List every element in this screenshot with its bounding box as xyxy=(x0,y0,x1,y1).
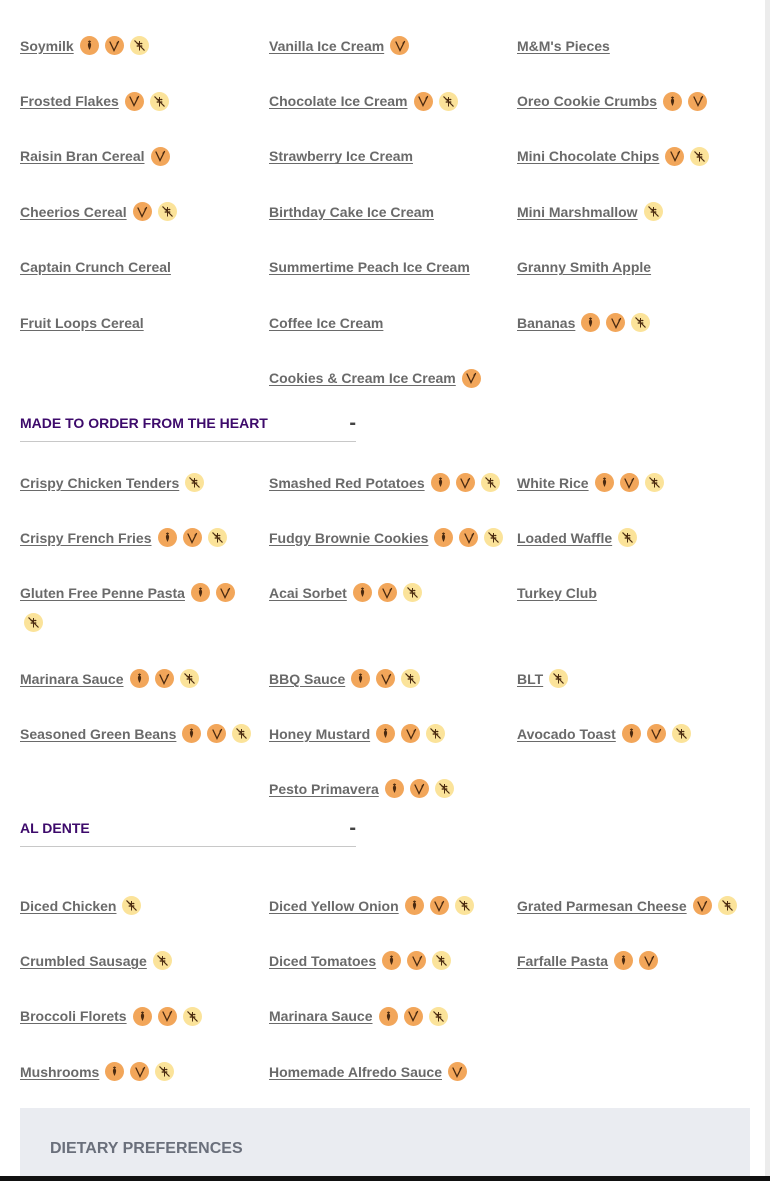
menu-item xyxy=(20,295,269,350)
menu-item-link[interactable]: Fruit Loops Cereal xyxy=(20,314,144,331)
menu-item-link[interactable]: BBQ Sauce xyxy=(269,671,346,687)
gluten-free-icon xyxy=(429,1007,448,1026)
gluten-free-icon xyxy=(158,202,177,221)
menu-item-link[interactable]: BLT xyxy=(517,671,544,687)
dietary-icons xyxy=(351,669,420,688)
dietary-icons xyxy=(382,951,451,970)
vegan-icon xyxy=(155,669,174,688)
menu-item-link[interactable]: Gluten Free Penne Pasta xyxy=(20,585,185,601)
vegan-icon xyxy=(693,896,712,915)
dietary-icons xyxy=(622,724,691,743)
gluten-free-icon xyxy=(401,669,420,688)
menu-item xyxy=(517,18,760,73)
menu-item-link[interactable]: Marinara Sauce xyxy=(269,1008,373,1025)
vegan-icon xyxy=(639,951,658,970)
menu-item xyxy=(20,724,269,779)
menu-item-link[interactable]: Grated Parmesan Cheese xyxy=(517,897,687,914)
vegan-icon xyxy=(414,92,433,111)
menu-item xyxy=(517,528,760,583)
gluten-free-icon xyxy=(122,896,141,915)
vegan-icon xyxy=(462,369,481,388)
menu-item-link[interactable]: Oreo Cookie Crumbs xyxy=(517,93,658,110)
menu-item-link[interactable]: Mini Chocolate Chips xyxy=(517,148,660,165)
carrot-icon xyxy=(351,669,370,688)
menu-item xyxy=(269,528,517,583)
menu-item xyxy=(269,295,517,350)
dietary-preferences-title[interactable]: DIETARY PREFERENCES xyxy=(50,1140,243,1157)
dietary-icons xyxy=(644,202,663,221)
carrot-icon xyxy=(105,1062,124,1081)
gluten-free-icon xyxy=(484,528,503,547)
carrot-icon xyxy=(80,36,99,55)
dietary-icons xyxy=(153,951,172,970)
menu-item-link[interactable]: Fudgy Brownie Cookies xyxy=(269,530,429,546)
gluten-free-icon xyxy=(645,473,664,492)
gluten-free-icon xyxy=(481,473,500,492)
gluten-free-icon xyxy=(153,951,172,970)
menu-item xyxy=(20,184,269,239)
dietary-icons xyxy=(191,583,235,602)
gluten-free-icon xyxy=(180,669,199,688)
menu-item-link[interactable]: Birthday Cake Ice Cream xyxy=(269,203,434,220)
menu-item xyxy=(269,240,517,295)
menu-item xyxy=(20,989,269,1044)
section-title: MADE TO ORDER FROM THE HEART xyxy=(20,414,268,431)
vegan-icon xyxy=(158,1007,177,1026)
vegan-icon xyxy=(105,36,124,55)
menu-item xyxy=(20,473,269,528)
gluten-free-icon xyxy=(155,1062,174,1081)
carrot-icon xyxy=(581,313,600,332)
menu-item-link[interactable]: Granny Smith Apple xyxy=(517,259,652,276)
dietary-icons xyxy=(595,473,664,492)
menu-item-link[interactable]: Cookies & Cream Ice Cream xyxy=(269,370,456,387)
menu-item xyxy=(517,295,760,350)
menu-item-link[interactable]: White Rice xyxy=(517,475,589,491)
gluten-free-icon xyxy=(403,583,422,602)
gluten-free-icon xyxy=(183,1007,202,1026)
dietary-icons xyxy=(434,528,503,547)
vegan-icon xyxy=(216,583,235,602)
dietary-icons xyxy=(125,92,169,111)
menu-item-link[interactable]: Broccoli Florets xyxy=(20,1008,127,1025)
vegan-icon xyxy=(404,1007,423,1026)
menu-item xyxy=(517,73,760,128)
vegan-icon xyxy=(376,669,395,688)
section-header-al-dente xyxy=(20,809,356,847)
gluten-free-icon xyxy=(455,896,474,915)
gluten-free-icon xyxy=(718,896,737,915)
vegan-icon xyxy=(688,92,707,111)
gluten-free-icon xyxy=(208,528,227,547)
dietary-icons xyxy=(693,896,737,915)
menu-item-link[interactable]: Summertime Peach Ice Cream xyxy=(269,259,470,276)
menu-item xyxy=(269,73,517,128)
menu-item-link[interactable]: Marinara Sauce xyxy=(20,671,124,687)
gluten-free-icon xyxy=(185,473,204,492)
menu-item xyxy=(20,1044,269,1099)
menu-item xyxy=(517,240,760,295)
menu-items-grid xyxy=(20,18,760,406)
dietary-icons xyxy=(133,202,177,221)
vegan-icon xyxy=(183,528,202,547)
dietary-icons xyxy=(151,147,170,166)
menu-item xyxy=(20,528,269,583)
menu-item xyxy=(20,878,269,933)
carrot-icon xyxy=(663,92,682,111)
page-scrollbar[interactable] xyxy=(765,0,770,1176)
menu-item-link[interactable]: Frosted Flakes xyxy=(20,93,119,110)
gluten-free-icon xyxy=(150,92,169,111)
gluten-free-icon xyxy=(549,669,568,688)
vegan-icon xyxy=(410,779,429,798)
gluten-free-icon xyxy=(672,724,691,743)
gluten-free-icon xyxy=(24,613,43,632)
carrot-icon xyxy=(158,528,177,547)
gluten-free-icon xyxy=(631,313,650,332)
dietary-icons xyxy=(353,583,422,602)
menu-item xyxy=(269,878,517,933)
menu-item xyxy=(269,989,517,1044)
carrot-icon xyxy=(191,583,210,602)
vegan-icon xyxy=(207,724,226,743)
dietary-icons xyxy=(390,36,409,55)
carrot-icon xyxy=(595,473,614,492)
menu-item xyxy=(20,129,269,184)
menu-item-link[interactable]: Loaded Waffle xyxy=(517,530,613,546)
carrot-icon xyxy=(376,724,395,743)
menu-item xyxy=(20,933,269,988)
bottom-edge-bar xyxy=(0,1176,770,1181)
menu-item-link[interactable]: Homemade Alfredo Sauce xyxy=(269,1063,442,1080)
vegan-icon xyxy=(378,583,397,602)
dietary-icons xyxy=(182,724,251,743)
menu-item xyxy=(269,473,517,528)
menu-item-link[interactable]: Chocolate Ice Cream xyxy=(269,93,408,110)
menu-items-grid xyxy=(20,878,760,1099)
dietary-icons xyxy=(614,951,658,970)
carrot-icon xyxy=(382,951,401,970)
vegan-icon xyxy=(390,36,409,55)
menu-item-link[interactable]: Diced Yellow Onion xyxy=(269,897,399,914)
menu-item-link[interactable]: Farfalle Pasta xyxy=(517,952,609,969)
empty-cell xyxy=(517,779,760,834)
carrot-icon xyxy=(614,951,633,970)
menu-item-link[interactable]: Vanilla Ice Cream xyxy=(269,37,385,54)
menu-item-link[interactable]: Strawberry Ice Cream xyxy=(269,148,413,165)
carrot-icon xyxy=(379,1007,398,1026)
menu-item-link[interactable]: Mushrooms xyxy=(20,1063,100,1080)
menu-item xyxy=(20,73,269,128)
vegan-icon xyxy=(456,473,475,492)
vegan-icon xyxy=(647,724,666,743)
menu-item-link[interactable]: Crumbled Sausage xyxy=(20,952,147,969)
menu-item xyxy=(517,473,760,528)
menu-item-link[interactable]: Honey Mustard xyxy=(269,726,371,742)
menu-item xyxy=(269,933,517,988)
gluten-free-icon xyxy=(435,779,454,798)
empty-cell xyxy=(517,1044,760,1099)
vegan-icon xyxy=(620,473,639,492)
carrot-icon xyxy=(434,528,453,547)
vegan-icon xyxy=(151,147,170,166)
carrot-icon xyxy=(622,724,641,743)
menu-items-grid xyxy=(20,473,760,834)
gluten-free-icon xyxy=(618,528,637,547)
menu-item-link[interactable]: Crispy French Fries xyxy=(20,530,152,546)
section-header-made-to-order xyxy=(20,404,356,442)
menu-item-link[interactable]: Smashed Red Potatoes xyxy=(269,475,425,491)
carrot-icon xyxy=(133,1007,152,1026)
menu-item xyxy=(269,18,517,73)
carrot-icon xyxy=(385,779,404,798)
menu-item xyxy=(269,1044,517,1099)
collapse-toggle-button[interactable]: - xyxy=(349,411,356,434)
dietary-icons xyxy=(158,528,227,547)
dietary-icons xyxy=(462,369,481,388)
gluten-free-icon xyxy=(439,92,458,111)
menu-item xyxy=(517,184,760,239)
menu-item-link[interactable]: M&M's Pieces xyxy=(517,37,610,54)
menu-item-link[interactable]: Coffee Ice Cream xyxy=(269,314,384,331)
dietary-icons xyxy=(105,1062,174,1081)
dietary-icons xyxy=(414,92,458,111)
menu-item xyxy=(269,583,517,669)
dietary-icons xyxy=(122,896,141,915)
menu-item xyxy=(20,240,269,295)
menu-item-link[interactable]: Bananas xyxy=(517,314,576,331)
vegan-icon xyxy=(665,147,684,166)
empty-cell xyxy=(517,989,760,1044)
dietary-icons xyxy=(448,1062,467,1081)
vegan-icon xyxy=(133,202,152,221)
dietary-icons xyxy=(376,724,445,743)
dietary-icons xyxy=(130,669,199,688)
vegan-icon xyxy=(606,313,625,332)
menu-item xyxy=(20,669,269,724)
dietary-icons xyxy=(185,473,204,492)
dietary-preferences-panel xyxy=(20,1108,750,1176)
vegan-icon xyxy=(448,1062,467,1081)
menu-item xyxy=(269,129,517,184)
carrot-icon xyxy=(353,583,372,602)
menu-item-link[interactable]: Mini Marshmallow xyxy=(517,203,638,220)
menu-item xyxy=(269,350,517,405)
dietary-icons xyxy=(581,313,650,332)
vegan-icon xyxy=(430,896,449,915)
gluten-free-icon xyxy=(130,36,149,55)
carrot-icon xyxy=(130,669,149,688)
empty-cell xyxy=(517,350,760,405)
menu-item xyxy=(517,724,760,779)
vegan-icon xyxy=(130,1062,149,1081)
vegan-icon xyxy=(407,951,426,970)
carrot-icon xyxy=(431,473,450,492)
dietary-icons xyxy=(405,896,474,915)
menu-item xyxy=(517,878,760,933)
gluten-free-icon xyxy=(432,951,451,970)
carrot-icon xyxy=(405,896,424,915)
menu-item-link[interactable]: Cheerios Cereal xyxy=(20,203,127,220)
menu-item-link[interactable]: Diced Chicken xyxy=(20,897,117,914)
gluten-free-icon xyxy=(644,202,663,221)
menu-item-link[interactable]: Raisin Bran Cereal xyxy=(20,148,145,165)
menu-item xyxy=(269,724,517,779)
menu-item xyxy=(269,184,517,239)
collapse-toggle-button[interactable]: - xyxy=(349,816,356,839)
menu-item xyxy=(517,669,760,724)
dietary-icons xyxy=(618,528,637,547)
menu-item-link[interactable]: Turkey Club xyxy=(517,585,597,601)
menu-item-link[interactable]: Avocado Toast xyxy=(517,726,616,742)
menu-item-link[interactable]: Diced Tomatoes xyxy=(269,952,377,969)
dietary-icons xyxy=(24,613,269,632)
vegan-icon xyxy=(125,92,144,111)
empty-cell xyxy=(20,350,269,405)
menu-item xyxy=(269,669,517,724)
menu-item-link[interactable]: Captain Crunch Cereal xyxy=(20,259,171,276)
vegan-icon xyxy=(459,528,478,547)
dietary-icons xyxy=(665,147,709,166)
dietary-icons xyxy=(431,473,500,492)
menu-item xyxy=(517,583,760,669)
gluten-free-icon xyxy=(232,724,251,743)
dietary-icons xyxy=(663,92,707,111)
gluten-free-icon xyxy=(426,724,445,743)
menu-item-link[interactable]: Crispy Chicken Tenders xyxy=(20,475,180,491)
section-title: AL DENTE xyxy=(20,819,90,836)
gluten-free-icon xyxy=(690,147,709,166)
dietary-icons xyxy=(80,36,149,55)
menu-item-link[interactable]: Seasoned Green Beans xyxy=(20,726,177,742)
dietary-icons xyxy=(133,1007,202,1026)
menu-item xyxy=(20,18,269,73)
menu-item-link[interactable]: Soymilk xyxy=(20,37,74,54)
dietary-icons xyxy=(549,669,568,688)
dietary-icons xyxy=(379,1007,448,1026)
dietary-icons xyxy=(385,779,454,798)
menu-item xyxy=(517,933,760,988)
vegan-icon xyxy=(401,724,420,743)
menu-item-link[interactable]: Acai Sorbet xyxy=(269,585,347,601)
menu-item xyxy=(517,129,760,184)
menu-item xyxy=(20,583,269,669)
carrot-icon xyxy=(182,724,201,743)
menu-item-link[interactable]: Pesto Primavera xyxy=(269,781,379,797)
